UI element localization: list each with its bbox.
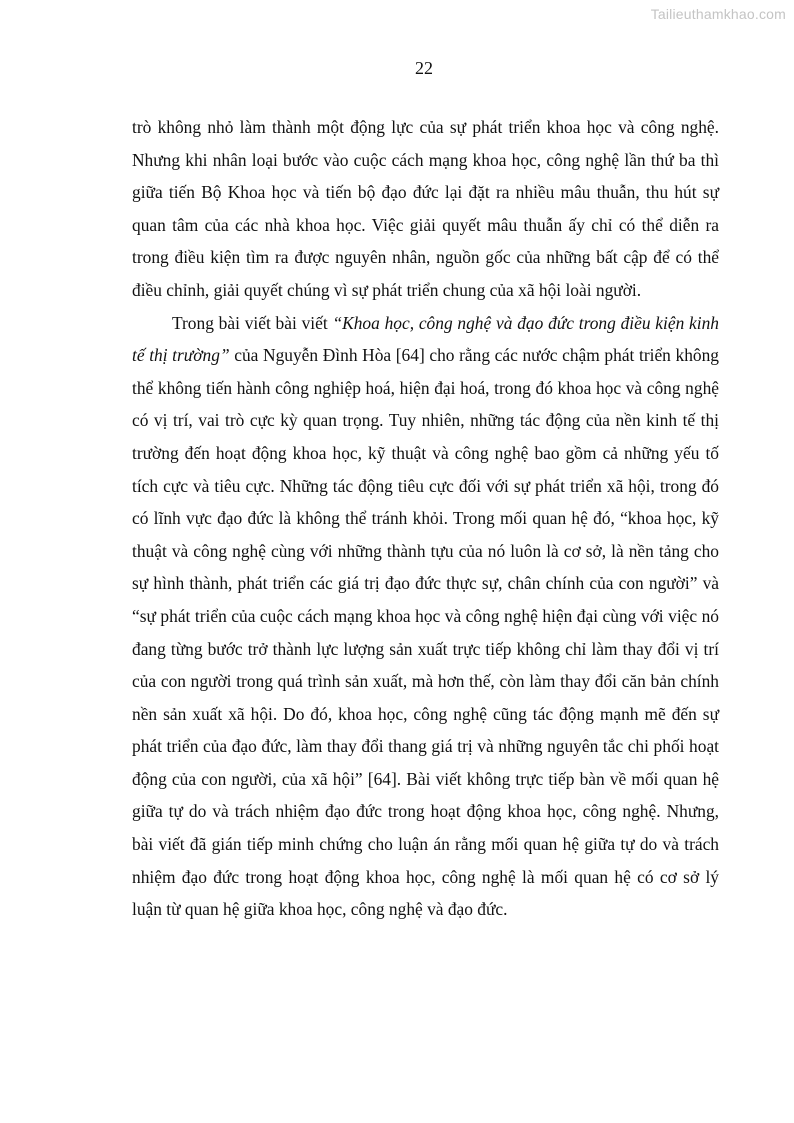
paragraph-lead: Trong bài viết bài viết bbox=[172, 312, 333, 333]
cited-article-title: “Khoa học, công nghệ và đạo đức trong điều kiện kinh tế thị trường” bbox=[132, 312, 719, 366]
paragraph-continued: trò không nhỏ làm thành một động lực của sự phát triển khoa học và công nghệ. Nhưng khi nhân loại bước vào cuộc cách mạng khoa học, công nghệ lần thứ ba thì giữa tiến Bộ Khoa học và tiến bộ đạo đức lại đặt ra nhiều mâu thuẫn, thu hút sự quan tâm của các nhà khoa học. Việc giải quyết mâu thuẫn ấy chỉ có thể diễn ra trong điều kiện tìm ra được nguyên nhân, nguồn gốc của những bất cập để có thể điều chỉnh, giải quyết chúng vì sự phát triển chung của xã hội loài người. bbox=[132, 117, 719, 300]
watermark-text: Tailieuthamkhao.com bbox=[650, 6, 786, 22]
page-number: 22 bbox=[415, 58, 433, 78]
paragraph-body: của Nguyễn Đình Hòa [64] cho rằng các nước chậm phát triển không thể không tiến hành công nghiệp hoá, hiện đại hoá, trong đó khoa học và công nghệ có vị trí, vai trò cực kỳ quan trọng. Tuy nhiên, những tác động của nền kinh tế thị trường đến hoạt động khoa học, kỹ thuật và công nghệ bao gồm cả những yếu tố tích cực và tiêu cực. Những tác động tiêu cực đối với sự phát triển xã hội, trong đó có lĩnh vực đạo đức là không thể tránh khỏi. Trong mối quan hệ đó, “khoa học, kỹ thuật và công nghệ cùng với những thành tựu của nó luôn là cơ sở, là nền tảng cho sự hình thành, phát triển các giá trị đạo đức thực sự, chân chính của con người” và “sự phát triển của cuộc cách mạng khoa học và công nghệ hiện đại cùng với việc nó đang từng bước trở thành lực lượng sản xuất trực tiếp không chỉ làm thay đổi vị trí của con người trong quá trình sản xuất, mà hơn thế, còn làm thay đổi căn bản chính nền sản xuất xã hội. Do đó, khoa học, công nghệ cũng tác động mạnh mẽ đến sự phát triển của đạo đức, làm thay đổi thang giá trị và những nguyên tắc chi phối hoạt động của con người, của xã hội” [64]. Bài viết không trực tiếp bàn về mối quan hệ giữa tự do và trách nhiệm đạo đức trong hoạt động khoa học, công nghệ. Nhưng, bài viết đã gián tiếp minh chứng cho luận án rằng mối quan hệ giữa tự do và trách nhiệm đạo đức trong hoạt động khoa học, công nghệ là mối quan hệ có cơ sở lý luận từ quan hệ giữa khoa học, công nghệ và đạo đức. bbox=[132, 345, 719, 920]
body-text bbox=[132, 111, 719, 926]
paragraph-review bbox=[132, 307, 719, 926]
